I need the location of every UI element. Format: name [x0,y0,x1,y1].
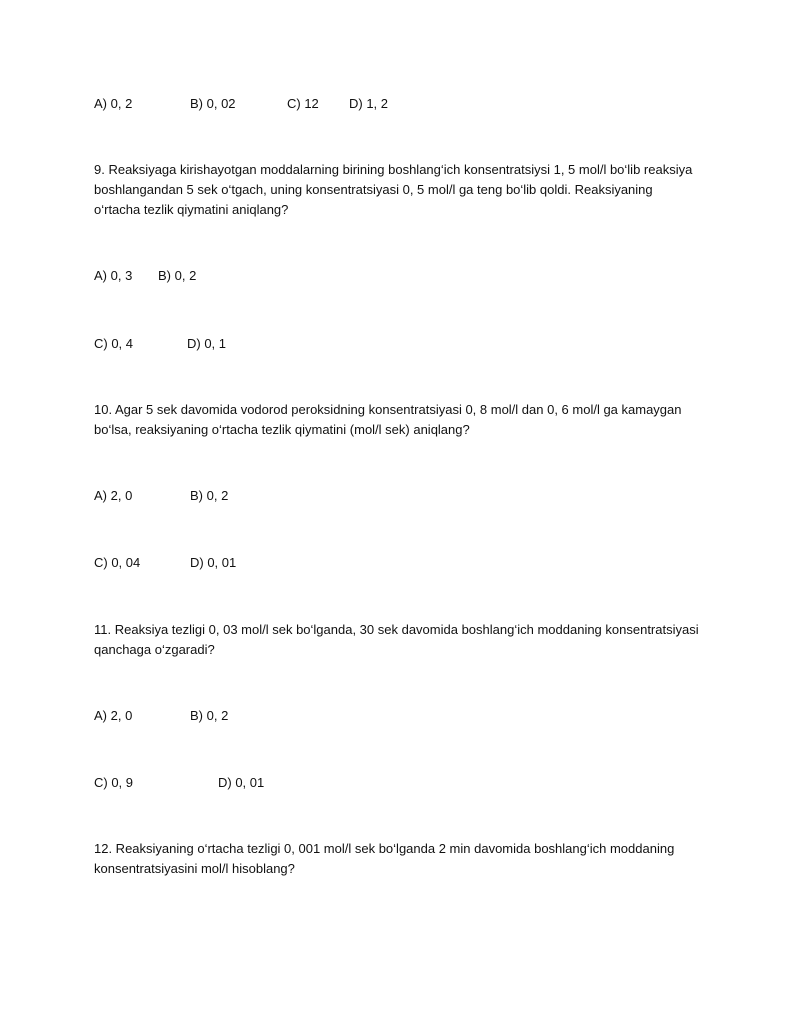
q9-option-c: C) 0, 4 [94,336,134,351]
question-9-line-2: boshlangandan 5 sek o‘tgach, uning konsentratsiyasi 0, 5 mol/l ga teng bo‘lib qoldi. Reaksiyaning [94,182,653,197]
q11-option-b: B) 0, 2 [190,708,229,723]
question-10-line-2: bo‘lsa, reaksiyaning o‘rtacha tezlik qiymatini (mol/l sek) aniqlang? [94,422,470,437]
q11-option-d: D) 0, 01 [218,775,265,790]
q10-option-c: C) 0, 04 [94,555,141,570]
question-12-line-2: konsentratsiyasini mol/l hisoblang? [94,861,295,876]
question-11-text [94,620,714,660]
q9-option-a: A) 0, 3 [94,268,133,283]
q10-option-a: A) 2, 0 [94,488,133,503]
q8-option-b: B) 0, 02 [190,96,236,111]
q9-option-d: D) 0, 1 [187,336,227,351]
q10-option-d: D) 0, 01 [190,555,237,570]
q11-option-a: A) 2, 0 [94,708,133,723]
question-11-line-2: qanchaga o‘zgaradi? [94,642,215,657]
question-9-text [94,160,714,220]
question-11-line-1: 11. Reaksiya tezligi 0, 03 mol/l sek bo‘lganda, 30 sek davomida boshlang‘ich moddaning konsentratsiyasi [94,622,699,637]
q9-option-b: B) 0, 2 [158,268,197,283]
q10-option-b: B) 0, 2 [190,488,229,503]
question-12-text [94,839,714,879]
q8-option-d: D) 1, 2 [349,96,389,111]
q8-option-a: A) 0, 2 [94,96,133,111]
q8-option-c: C) 12 [287,96,319,111]
question-9-line-3: o‘rtacha tezlik qiymatini aniqlang? [94,202,289,217]
question-10-line-1: 10. Agar 5 sek davomida vodorod peroksidning konsentratsiyasi 0, 8 mol/l dan 0, 6 mol/l ga kamaygan [94,402,682,417]
question-12-line-1: 12. Reaksiyaning o‘rtacha tezligi 0, 001 mol/l sek bo‘lganda 2 min davomida boshlang‘ich moddaning [94,841,675,856]
question-10-text [94,400,714,440]
q11-option-c: C) 0, 9 [94,775,134,790]
question-9-line-1: 9. Reaksiyaga kirishayotgan moddalarning birining boshlang‘ich konsentratsiysi 1, 5 mol/l bo‘lib reaksiya [94,162,693,177]
